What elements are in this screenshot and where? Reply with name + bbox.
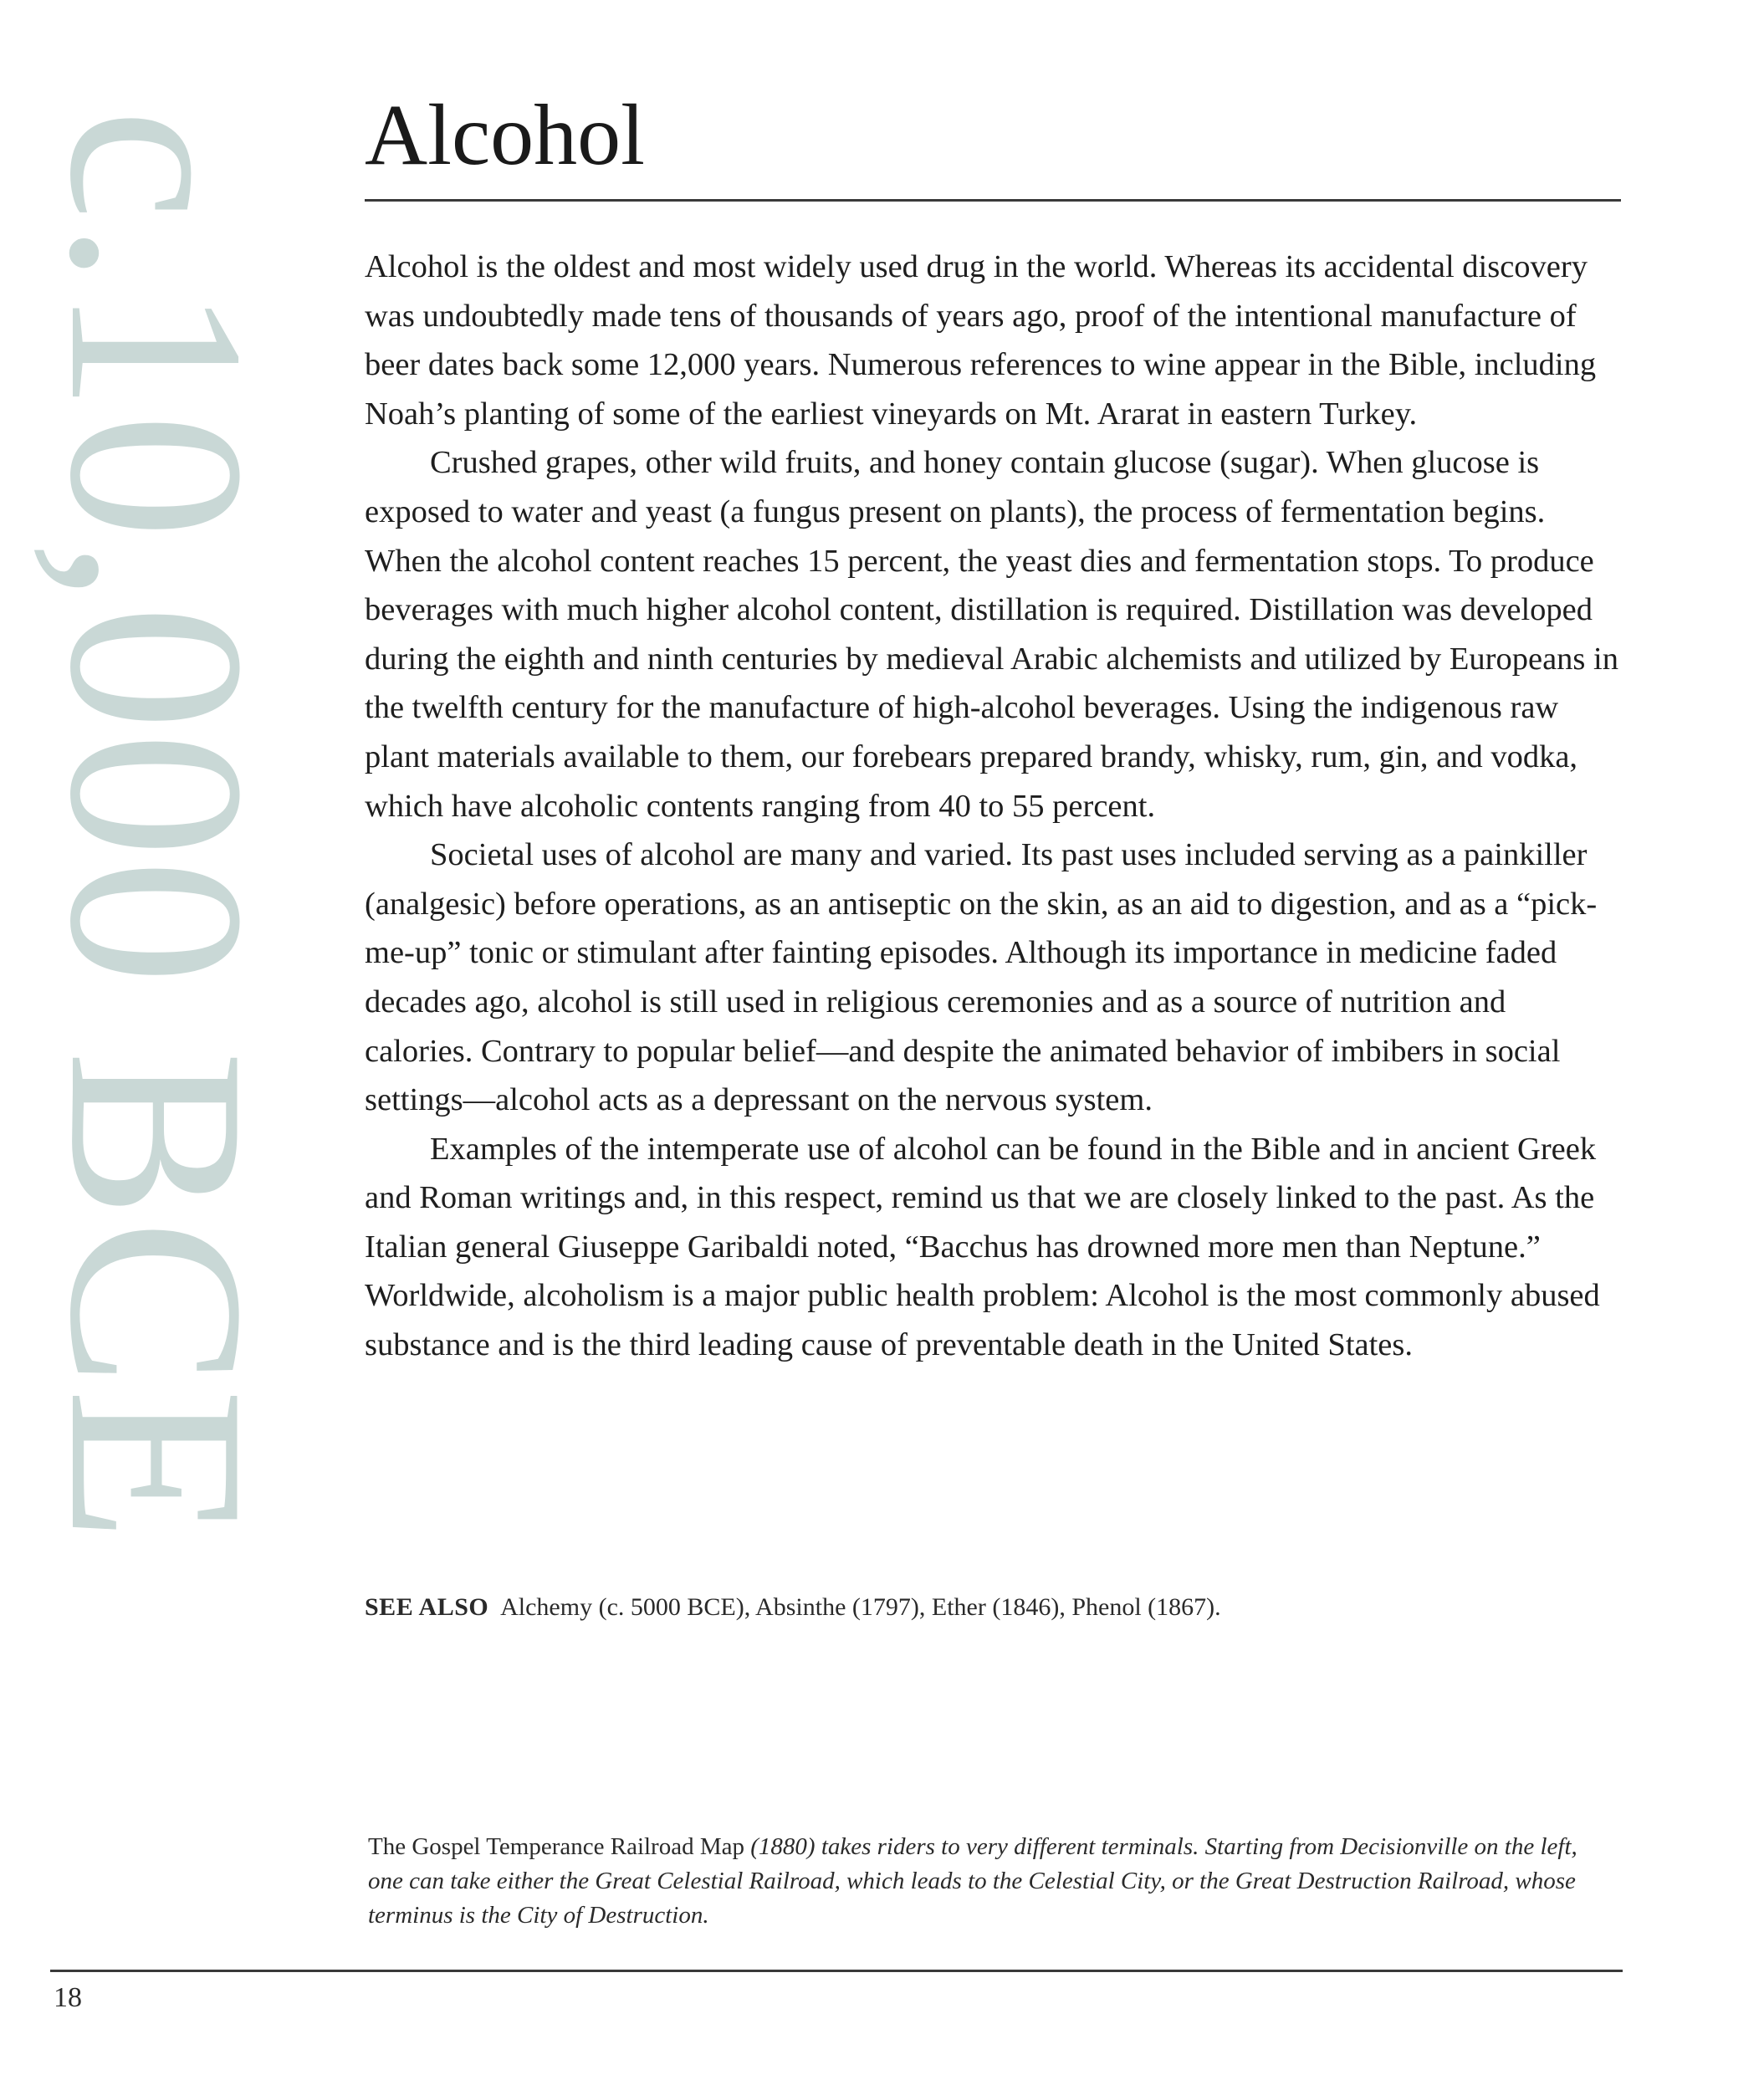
see-also-label: SEE ALSO bbox=[365, 1593, 489, 1621]
paragraph-3: Societal uses of alcohol are many and varied. Its past uses included serving as a painkiller (analgesic) before operations, as an antiseptic on the skin, as an aid to digestion, and as a “pick-me-up” tonic or stimulant after fainting episodes. Although its importance in medicine faded decades ago, alcohol is still used in religious ceremonies and as a source of nutrition and calories. Contrary to popular belief—and despite the animated behavior of imbibers in social settings—alcohol acts as a depressant on the nervous system. bbox=[365, 837, 1598, 1118]
side-date-container bbox=[18, 109, 296, 1915]
caption-title: The Gospel Temperance Railroad Map bbox=[368, 1833, 744, 1860]
title-divider bbox=[365, 199, 1621, 202]
image-caption bbox=[368, 1830, 1614, 1933]
paragraph-2: Crushed grapes, other wild fruits, and honey contain glucose (sugar). When glucose is exposed to water and yeast (a fungus present on plants), the process of fermentation begins. When the alcohol content reaches 15 percent, the yeast dies and fermentation stops. To produce beverages with much higher alcohol content, distillation is required. Distillation was developed during the eighth and ninth centuries by medieval Arabic alchemists and utilized by Europeans in the twelfth century for the manufacture of high-alcohol beverages. Using the indigenous raw plant materials available to them, our forebears prepared brandy, whisky, rum, gin, and vodka, which have alcoholic contents ranging from 40 to 55 percent. bbox=[365, 445, 1618, 824]
side-date: c.10,000 BCE bbox=[18, 109, 296, 1544]
paragraph-4: Examples of the intemperate use of alcohol can be found in the Bible and in ancient Greek and Roman writings and, in this respect, remind us that we are closely linked to the past. As the Italian general Giuseppe Garibaldi noted, “Bacchus has drowned more men than Neptune.” Worldwide, alcoholism is a major public health problem: Alcohol is the most commonly abused substance and is the third leading cause of preventable death in the United States. bbox=[365, 1131, 1600, 1363]
caption-text: (1880) takes riders to very different terminals. Starting from Decisionville on the left, one can take either the Great Celestial Railroad, which leads to the Celestial City, or the Great Destruction Railroad, whose terminus is the City of Destruction. bbox=[368, 1833, 1577, 1929]
see-also bbox=[365, 1591, 1619, 1624]
paragraph-1: Alcohol is the oldest and most widely used drug in the world. Whereas its accidental discovery was undoubtedly made tens of thousands of years ago, proof of the intentional manufacture of beer dates back some 12,000 years. Numerous references to wine appear in the Bible, including Noah’s planting of some of the earliest vineyards on Mt. Ararat in eastern Turkey. bbox=[365, 249, 1597, 432]
article-body bbox=[365, 243, 1619, 1370]
page-number: 18 bbox=[54, 1982, 82, 2013]
see-also-text: Alchemy (c. 5000 BCE), Absinthe (1797), Ether (1846), Phenol (1867). bbox=[500, 1593, 1221, 1621]
page-title: Alcohol bbox=[365, 87, 646, 183]
footer-divider bbox=[50, 1970, 1623, 1972]
